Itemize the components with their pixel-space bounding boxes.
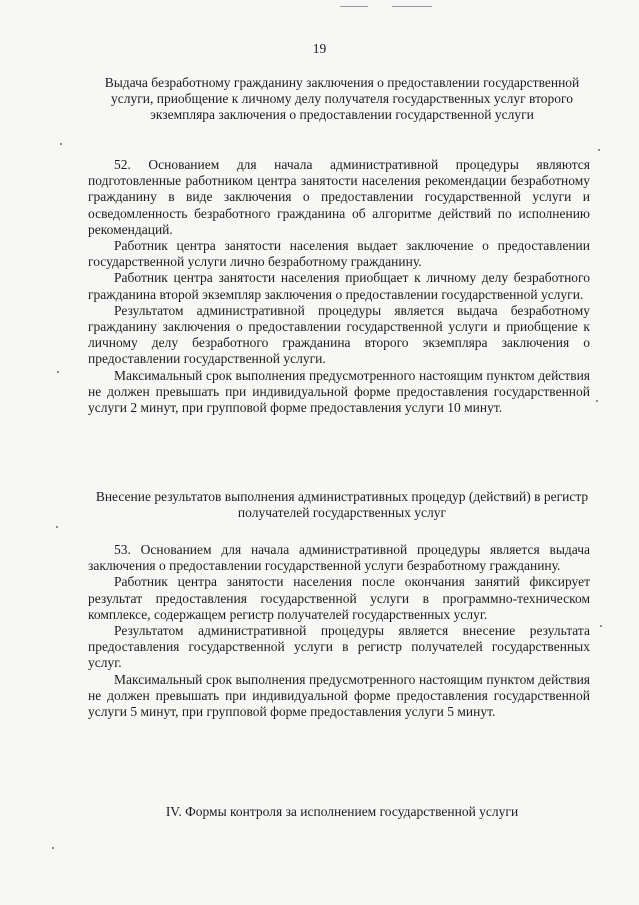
- paragraph: Максимальный срок выполнения предусмотренного настоящим пунктом действия не должен превышать при индивидуальной форме предоставления государственной услуги 2 минут, при групповой форме предоставления услуги 10 минут.: [88, 367, 590, 416]
- paragraph: Работник центра занятости населения выдает заключение о предоставлении государственной услуги лично безработному гражданину.: [88, 238, 590, 270]
- scan-speck: [600, 625, 602, 627]
- scan-speck: [598, 149, 600, 151]
- scan-speck: [57, 371, 59, 373]
- scan-speck: [596, 400, 598, 402]
- paragraph: Работник центра занятости населения приобщает к личному делу безработного гражданина второй экземпляр заключения о предоставлении государственной услуги.: [88, 270, 590, 302]
- section-body-issuance: [88, 157, 590, 416]
- scan-speck: [60, 143, 62, 145]
- paragraph: Результатом административной процедуры является выдача безработному гражданину заключения о предоставлении государственной услуги и приобщение к личному делу безработного гражданина второго экземпляра заключения о предоставлении государственной услуги.: [88, 302, 590, 367]
- scan-speck: [52, 847, 54, 849]
- scan-artifact: [340, 6, 368, 7]
- section-heading-control-forms: IV. Формы контроля за исполнением государственной услуги: [165, 804, 519, 819]
- paragraph: Результатом административной процедуры является внесение результата предоставления государственной услуги в регистр получателей государственных услуг.: [88, 623, 590, 671]
- page-number: 19: [312, 41, 327, 56]
- paragraph: 52. Основанием для начала административной процедуры являются подготовленные работником центра занятости населения рекомендации безработному гражданину в виде заключения о предоставлении государственной услуги и осведомленность безработного гражданина об алгоритме действий по исполнению рекомендаций.: [88, 157, 590, 237]
- paragraph: 53. Основанием для начала административной процедуры является выдача заключения о предоставлении государственной услуги безработному гражданину.: [88, 542, 590, 574]
- scan-speck: [56, 526, 58, 528]
- section-heading-issuance: Выдача безработному гражданину заключения о предоставлении государственной услуги, приобщение к личному делу получателя государственных услуг второго экземпляра заключения о предоставлении государственной услуги: [104, 75, 580, 122]
- paragraph: Максимальный срок выполнения предусмотренного настоящим пунктом действия не должен превышать при индивидуальной форме предоставления государственной услуги 5 минут, при групповой форме предоставления услуги 5 минут.: [88, 671, 590, 720]
- section-heading-register: Внесение результатов выполнения административных процедур (действий) в регистр получателей государственных услуг: [95, 489, 589, 520]
- section-body-register: [88, 542, 590, 720]
- scan-artifact: [392, 6, 432, 7]
- paragraph: Работник центра занятости населения после окончания занятий фиксирует результат предоставления государственной услуги в программно-техническом комплексе, содержащем регистр получателей государственных услуг.: [88, 574, 590, 622]
